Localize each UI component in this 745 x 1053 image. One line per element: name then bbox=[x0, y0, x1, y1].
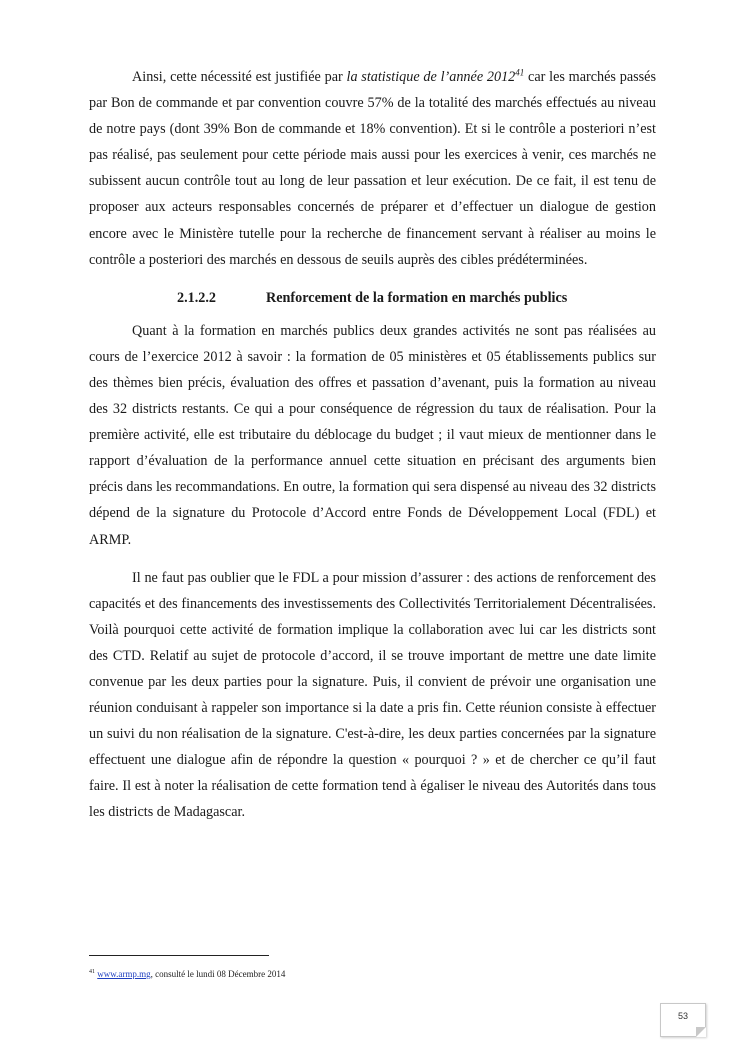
footnote-number: 41 bbox=[89, 969, 95, 975]
footnote-text: , consulté le lundi 08 Décembre 2014 bbox=[150, 969, 286, 979]
paragraph-text: car les marchés passés par Bon de commande et par convention couvre 57% de la totalité des marchés effectués au niveau de notre pays (dont 39% Bon de commande et 18% convention). Et si le contrôle a posteriori n’est pas réalisé, pas seulement pour cette période mais aussi pour les exercices à venir, ces marchés ne subissent aucun contrôle tout au long de leur passation et leur exécution. De ce fait, il est tenu de proposer aux acteurs responsables concernés de préparer et d’effectuer un dialogue de gestion encore avec le Ministère tutelle pour la recherche de financement servant à réaliser au moins le contrôle a posteriori des marchés en dessous de seuils auprès des cibles prédéterminées. bbox=[89, 69, 656, 268]
section-number: 2.1.2.2 bbox=[177, 289, 217, 306]
page-number-box bbox=[660, 1003, 706, 1037]
document-body bbox=[89, 64, 656, 826]
footnote-separator bbox=[89, 955, 269, 956]
section-title: Renforcement de la formation en marchés publics bbox=[266, 289, 568, 306]
italic-reference: la statistique de l’année 2012 bbox=[346, 69, 516, 85]
paragraph-text: Ainsi, cette nécessité est justifiée par bbox=[132, 69, 347, 85]
paragraph-fdl: Il ne faut pas oublier que le FDL a pour mission d’assurer : des actions de renforcement des capacités et des financements des investissements des Collectivités Territorialement Décentralisées. Voilà pourquoi cette activité de formation implique la collaboration avec lui car les districts sont des CTD. Relatif au sujet de protocole d’accord, il se trouve important de mettre une date limite convenue par les deux parties pour la signature. Puis, il convient de prévoir une organisation une réunion conduisant à rappeler son importance si la date a pris fin. Cette réunion consiste à effectuer un suivi du non réalisation de la signature. C'est-à-dire, les deux parties concernées par la signature effectuent une dialogue afin de répondre la question « pourquoi ? » et de chercher ce qu’il faut faire. Il est à noter la réalisation de cette formation tend à égaliser le niveau des Autorités dans tous les districts de Madagascar. bbox=[89, 569, 656, 821]
footnote-link[interactable]: www.armp.mg bbox=[97, 969, 151, 979]
section-heading bbox=[89, 287, 656, 309]
footnote-reference[interactable]: 41 bbox=[515, 67, 525, 78]
footnote bbox=[89, 968, 285, 980]
page-fold-corner bbox=[696, 1027, 706, 1037]
paragraph-formation: Quant à la formation en marchés publics deux grandes activités ne sont pas réalisées au cours de l’exercice 2012 à savoir : la formation de 05 ministères et 05 établissements publics sur des thèmes bien précis, évaluation des offres et passation d’avenant, puis la formation au niveau des 32 districts restants. Ce qui a pour conséquence de régression du taux de réalisation. Pour la première activité, elle est tributaire du déblocage du budget ; il vaut mieux de mentionner dans le rapport d’évaluation de la performance annuel cette situation en précisant des arguments bien précis dans les recommandations. En outre, la formation qui sera dispensé au niveau des 32 districts dépend de la signature du Protocole d’Accord entre Fonds de Développement Local (FDL) et ARMP. bbox=[89, 322, 656, 548]
paragraph-statistique bbox=[89, 64, 656, 273]
page-number: 53 bbox=[677, 1011, 688, 1021]
